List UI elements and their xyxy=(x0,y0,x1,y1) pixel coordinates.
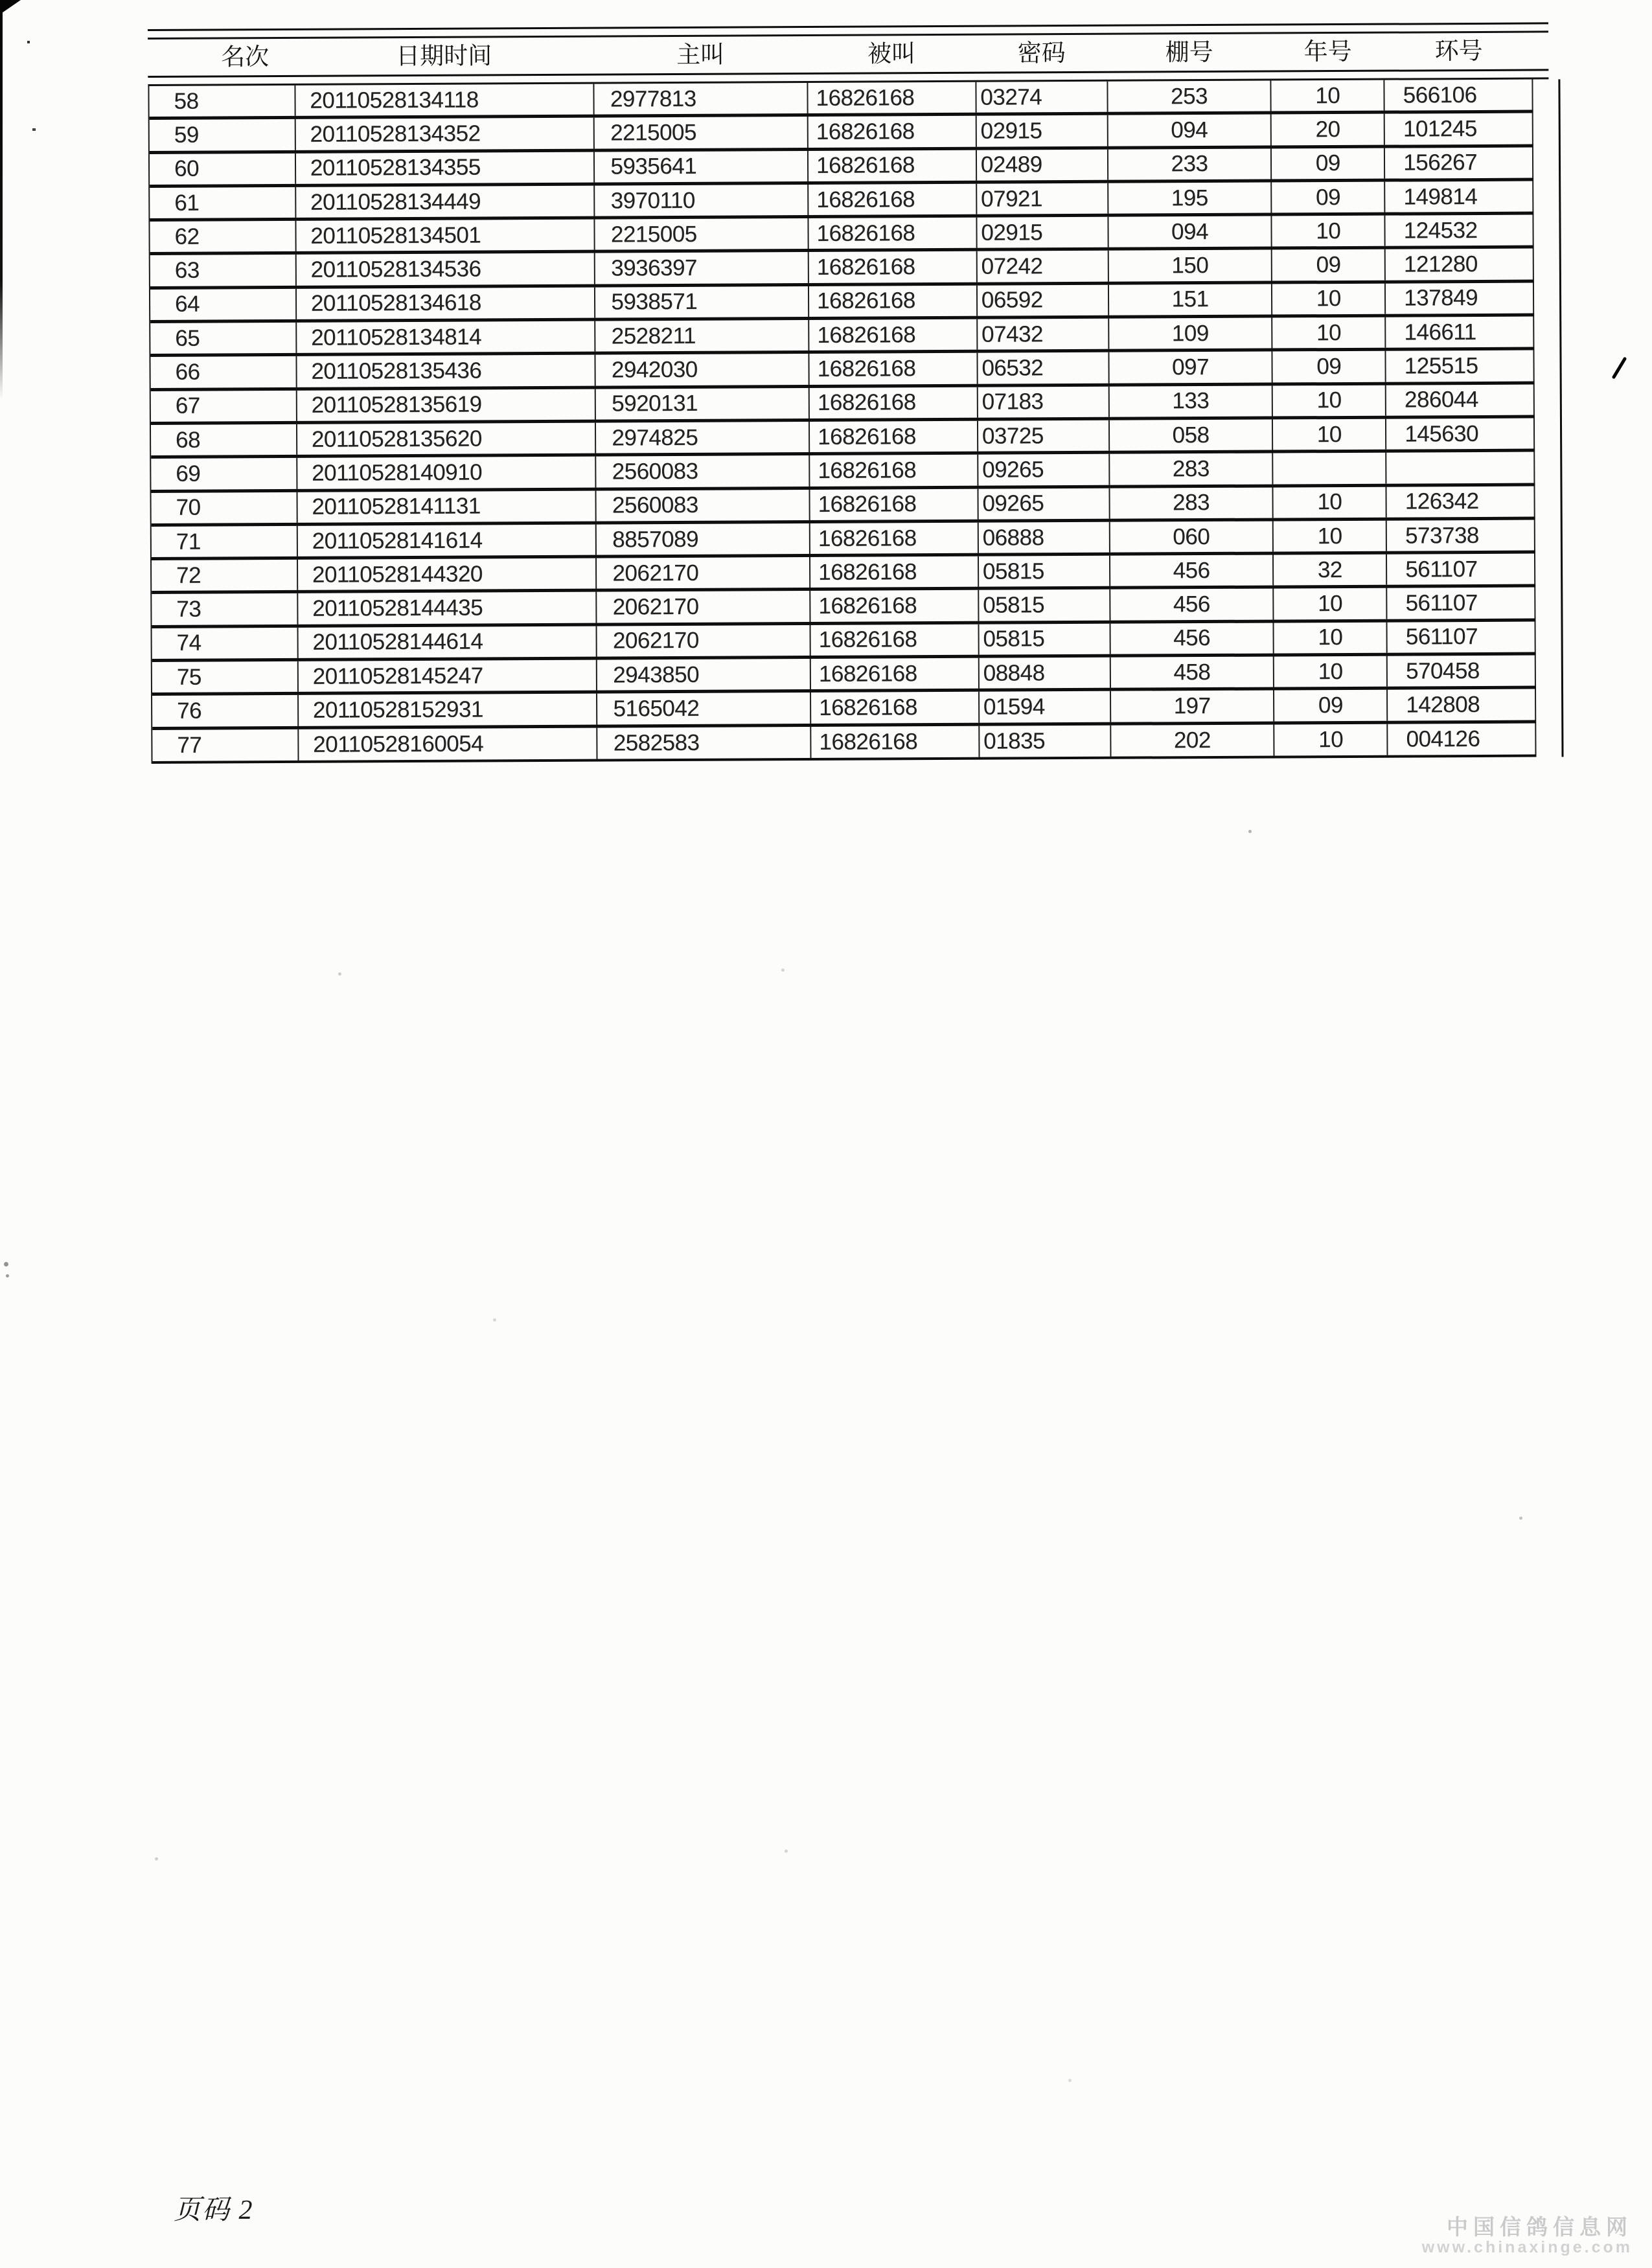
cell-rank: 58 xyxy=(149,86,295,117)
cell-loft: 097 xyxy=(1109,352,1273,384)
header-rank: 名次 xyxy=(221,44,270,71)
cell-called: 16826168 xyxy=(808,82,976,114)
cell-called: 16826168 xyxy=(811,726,980,758)
cell-loft: 283 xyxy=(1110,487,1274,519)
cell-password: 07242 xyxy=(978,251,1109,282)
cell-year: 10 xyxy=(1273,419,1386,450)
header-caller: 主叫 xyxy=(676,41,725,69)
cell-ring: 561107 xyxy=(1388,621,1536,652)
cell-caller: 2215005 xyxy=(595,117,809,148)
cell-datetime: 20110528144614 xyxy=(298,626,597,658)
cell-rank: 64 xyxy=(150,289,297,320)
cell-rank: 70 xyxy=(151,492,297,523)
watermark xyxy=(1422,2216,1633,2257)
header-ring: 环号 xyxy=(1434,38,1483,65)
cell-year: 32 xyxy=(1274,555,1387,586)
cell-year: 10 xyxy=(1272,80,1385,111)
cell-caller: 5935641 xyxy=(595,151,809,183)
cell-ring: 125515 xyxy=(1386,350,1535,382)
cell-password: 06592 xyxy=(978,285,1109,316)
cell-ring: 566106 xyxy=(1385,80,1533,111)
cell-password: 06532 xyxy=(978,352,1109,384)
cell-year: 10 xyxy=(1274,622,1388,653)
cell-datetime: 20110528144435 xyxy=(298,592,597,624)
cell-loft: 456 xyxy=(1110,555,1274,587)
cell-ring: 570458 xyxy=(1388,656,1536,687)
cell-rank: 75 xyxy=(152,661,299,693)
cell-password: 07183 xyxy=(978,386,1110,417)
cell-year: 10 xyxy=(1274,487,1387,518)
cell-called: 16826168 xyxy=(809,319,978,351)
cell-caller: 2215005 xyxy=(595,218,809,250)
scan-speck xyxy=(27,41,30,43)
cell-loft: 456 xyxy=(1110,589,1274,621)
cell-datetime: 20110528140910 xyxy=(297,457,597,489)
cell-password: 03274 xyxy=(976,82,1108,113)
cell-password: 07432 xyxy=(978,319,1109,350)
cell-datetime: 20110528160054 xyxy=(299,727,598,761)
cell-rank: 72 xyxy=(152,560,298,591)
cell-rank: 63 xyxy=(150,255,297,286)
cell-rank: 61 xyxy=(150,187,296,218)
results-table xyxy=(148,22,1564,764)
cell-loft: 283 xyxy=(1110,453,1274,485)
cell-datetime: 20110528135620 xyxy=(297,423,597,455)
cell-rank: 62 xyxy=(150,221,296,252)
cell-ring: 286044 xyxy=(1386,384,1535,415)
cell-ring: 004126 xyxy=(1388,723,1536,755)
cell-called: 16826168 xyxy=(809,184,977,216)
cell-year: 09 xyxy=(1273,351,1386,382)
cell-rank: 59 xyxy=(150,119,296,150)
cell-called: 16826168 xyxy=(810,455,978,487)
cell-year: 10 xyxy=(1274,521,1387,552)
dust-specks xyxy=(0,0,2,2)
scan-speck xyxy=(32,128,36,131)
cell-caller: 2062170 xyxy=(597,591,811,623)
cell-rank: 77 xyxy=(152,729,299,761)
cell-caller: 5165042 xyxy=(597,693,811,724)
cell-year: 10 xyxy=(1273,385,1386,416)
cell-caller: 5920131 xyxy=(596,388,810,420)
scan-edge-line xyxy=(0,10,3,399)
header-year: 年号 xyxy=(1303,38,1352,66)
cell-caller: 2560083 xyxy=(597,490,810,521)
cell-caller: 2062170 xyxy=(597,625,811,657)
cell-rank: 60 xyxy=(150,153,296,184)
cell-datetime: 20110528134449 xyxy=(296,186,595,218)
cell-datetime: 20110528134355 xyxy=(296,152,595,184)
cell-password: 07921 xyxy=(977,183,1108,214)
cell-datetime: 20110528135619 xyxy=(297,389,597,421)
cell-datetime: 20110528134501 xyxy=(296,220,595,252)
cell-called: 16826168 xyxy=(810,353,978,385)
cell-rank: 65 xyxy=(150,323,297,354)
watermark-site-name: 中国信鸽信息网 xyxy=(1447,2215,1633,2239)
cell-loft: 150 xyxy=(1108,250,1272,282)
cell-ring: 121280 xyxy=(1386,249,1534,280)
cell-ring: 146611 xyxy=(1386,317,1534,348)
table-header-row xyxy=(148,33,1533,76)
cell-password: 02915 xyxy=(976,115,1108,146)
cell-caller: 2974825 xyxy=(596,422,810,453)
cell-ring: 101245 xyxy=(1385,113,1533,144)
cell-called: 16826168 xyxy=(811,658,980,690)
cell-caller: 2943850 xyxy=(597,659,811,691)
cell-datetime: 20110528134814 xyxy=(297,321,596,354)
cell-rank: 66 xyxy=(150,356,297,387)
cell-password: 06888 xyxy=(979,522,1110,553)
cell-called: 16826168 xyxy=(810,590,979,622)
cell-rank: 74 xyxy=(152,628,299,659)
cell-datetime: 20110528144320 xyxy=(298,558,597,591)
cell-password: 02915 xyxy=(977,217,1108,248)
cell-datetime: 20110528134618 xyxy=(297,287,596,319)
cell-year: 20 xyxy=(1272,114,1385,145)
cell-datetime: 20110528152931 xyxy=(299,694,598,726)
cell-year: 10 xyxy=(1274,588,1388,619)
cell-called: 16826168 xyxy=(811,692,980,724)
cell-loft: 456 xyxy=(1110,623,1274,654)
cell-loft: 094 xyxy=(1108,115,1272,146)
table-grid xyxy=(148,79,1563,764)
cell-year: 10 xyxy=(1272,283,1386,314)
cell-rank: 76 xyxy=(152,695,299,726)
cell-caller: 3970110 xyxy=(595,185,809,216)
cell-datetime: 20110528145247 xyxy=(299,660,598,693)
cell-caller: 8857089 xyxy=(597,523,810,555)
cell-loft: 109 xyxy=(1109,318,1273,350)
cell-loft: 094 xyxy=(1108,216,1272,248)
header-loft: 棚号 xyxy=(1165,39,1213,67)
cell-password: 09265 xyxy=(978,454,1110,485)
cell-loft: 253 xyxy=(1108,81,1272,113)
cell-caller: 2528211 xyxy=(596,320,810,352)
cell-ring xyxy=(1386,452,1535,483)
cell-loft: 197 xyxy=(1111,691,1275,722)
cell-loft: 058 xyxy=(1110,419,1274,451)
cell-year: 10 xyxy=(1275,724,1388,755)
cell-called: 16826168 xyxy=(809,251,978,283)
table-body xyxy=(148,80,1536,764)
cell-called: 16826168 xyxy=(809,116,977,148)
cell-datetime: 20110528134352 xyxy=(295,118,595,150)
cell-called: 16826168 xyxy=(810,421,978,453)
page-number: 页码 2 xyxy=(174,2195,254,2225)
cell-password: 05815 xyxy=(979,556,1110,587)
cell-called: 16826168 xyxy=(810,523,979,555)
header-password: 密码 xyxy=(1017,40,1066,67)
cell-called: 16826168 xyxy=(810,556,979,588)
cell-year xyxy=(1274,453,1387,484)
cell-rank: 73 xyxy=(152,593,298,624)
cell-caller: 2582583 xyxy=(598,727,812,759)
cell-password: 03725 xyxy=(978,420,1110,452)
table-row xyxy=(152,723,1536,764)
cell-loft: 458 xyxy=(1110,657,1274,689)
cell-ring: 561107 xyxy=(1387,588,1535,619)
cell-datetime: 20110528134536 xyxy=(297,253,596,286)
cell-loft: 133 xyxy=(1109,385,1273,417)
cell-called: 16826168 xyxy=(810,387,978,418)
cell-ring: 145630 xyxy=(1386,418,1535,450)
cell-ring: 573738 xyxy=(1387,520,1535,551)
cell-loft: 060 xyxy=(1110,521,1274,553)
cell-ring: 149814 xyxy=(1385,181,1533,212)
cell-password: 08848 xyxy=(980,658,1111,689)
cell-password: 01835 xyxy=(980,725,1111,757)
cell-ring: 126342 xyxy=(1387,486,1535,517)
cell-year: 10 xyxy=(1272,216,1386,247)
cell-ring: 156267 xyxy=(1385,147,1533,178)
cell-password: 09265 xyxy=(978,488,1110,519)
cell-called: 16826168 xyxy=(810,488,979,520)
cell-caller: 2942030 xyxy=(596,354,810,385)
cell-password: 05815 xyxy=(979,590,1110,621)
cell-called: 16826168 xyxy=(811,624,980,656)
cell-loft: 195 xyxy=(1108,182,1272,214)
cell-rank: 69 xyxy=(151,458,297,489)
watermark-url: www.chinaxinge.com xyxy=(1421,2238,1633,2257)
cell-rank: 68 xyxy=(151,424,297,455)
cell-called: 16826168 xyxy=(809,218,978,249)
scan-corner-artifact xyxy=(0,0,21,14)
cell-called: 16826168 xyxy=(809,286,978,317)
pen-mark xyxy=(1612,356,1627,379)
cell-rank: 67 xyxy=(151,391,297,422)
cell-rank: 71 xyxy=(152,526,298,557)
cell-loft: 202 xyxy=(1111,724,1275,757)
cell-year: 10 xyxy=(1273,317,1386,349)
header-called: 被叫 xyxy=(867,41,916,68)
cell-datetime: 20110528134118 xyxy=(295,84,595,117)
cell-ring: 137849 xyxy=(1386,282,1534,314)
cell-password: 05815 xyxy=(979,623,1110,654)
cell-caller: 3936397 xyxy=(595,253,809,284)
cell-year: 09 xyxy=(1274,690,1388,721)
cell-loft: 233 xyxy=(1108,148,1272,180)
cell-year: 10 xyxy=(1274,656,1388,687)
cell-year: 09 xyxy=(1272,148,1385,179)
cell-caller: 2062170 xyxy=(597,557,810,589)
cell-ring: 561107 xyxy=(1387,554,1535,585)
cell-password: 01594 xyxy=(980,691,1111,722)
header-datetime: 日期时间 xyxy=(396,43,492,71)
cell-datetime: 20110528141131 xyxy=(297,490,597,523)
cell-year: 09 xyxy=(1272,182,1386,213)
cell-caller: 2560083 xyxy=(597,455,810,487)
cell-ring: 142808 xyxy=(1388,689,1536,720)
cell-caller: 2977813 xyxy=(595,83,809,115)
cell-datetime: 20110528141614 xyxy=(298,524,597,556)
cell-called: 16826168 xyxy=(809,150,977,181)
cell-datetime: 20110528135436 xyxy=(297,355,596,387)
cell-ring: 124532 xyxy=(1386,215,1534,246)
cell-password: 02489 xyxy=(977,149,1108,180)
cell-loft: 151 xyxy=(1109,284,1273,315)
cell-caller: 5938571 xyxy=(595,286,809,318)
cell-year: 09 xyxy=(1272,249,1386,281)
